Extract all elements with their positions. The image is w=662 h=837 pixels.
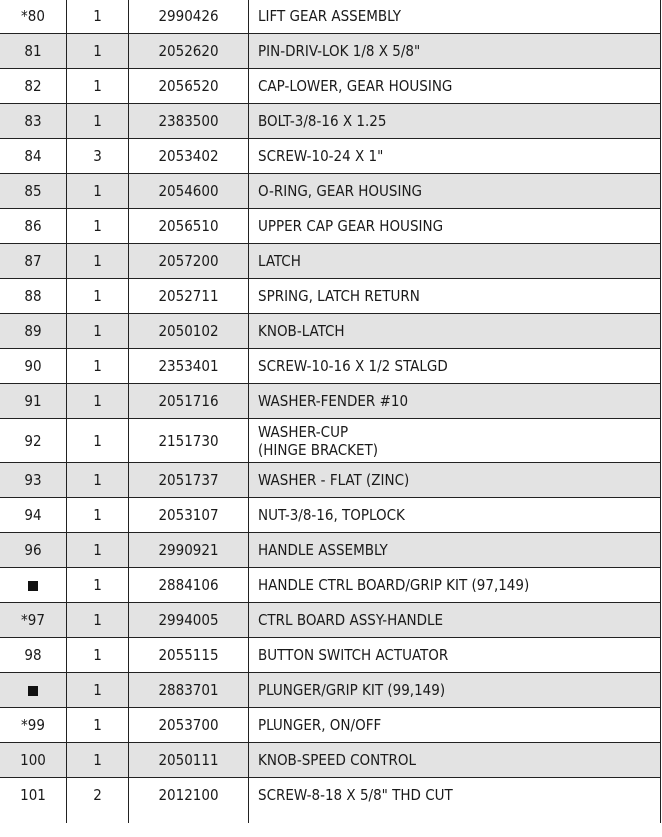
part-number-cell: 2053402 [129, 139, 249, 174]
description-line: WASHER-FENDER #10 [258, 392, 409, 410]
description-cell [249, 244, 661, 279]
table-row [0, 498, 661, 533]
table-row [0, 673, 661, 708]
ref-number-cell: 90 [0, 349, 67, 384]
description-line: SCREW-10-24 X 1" [258, 147, 384, 165]
ref-number-cell: 96 [0, 533, 67, 568]
table-row [0, 314, 661, 349]
part-number-cell: 2054600 [129, 174, 249, 209]
description-line: WASHER-CUP [258, 422, 349, 441]
ref-number-cell: 84 [0, 139, 67, 174]
description-line: LIFT GEAR ASSEMBLY [258, 7, 401, 25]
table-row [0, 778, 661, 824]
ref-number-cell: 83 [0, 104, 67, 139]
part-number-cell: 2990426 [129, 0, 249, 34]
table-row [0, 69, 661, 104]
ref-number-cell: 91 [0, 384, 67, 419]
ref-number-cell: 85 [0, 174, 67, 209]
quantity-cell: 1 [67, 314, 129, 349]
part-number-cell: 2056510 [129, 209, 249, 244]
part-number-cell: 2990921 [129, 533, 249, 568]
table-row [0, 638, 661, 673]
table-row [0, 419, 661, 463]
description-cell [249, 568, 661, 603]
part-number-cell: 2383500 [129, 104, 249, 139]
table-row [0, 708, 661, 743]
ref-number-cell: *97 [0, 603, 67, 638]
table-row [0, 603, 661, 638]
ref-number-cell: 89 [0, 314, 67, 349]
part-number-cell: 2053700 [129, 708, 249, 743]
description-line: O-RING, GEAR HOUSING [258, 182, 423, 200]
description-cell [249, 139, 661, 174]
ref-number-cell: 92 [0, 419, 67, 463]
quantity-cell: 1 [67, 279, 129, 314]
description-line: NUT-3/8-16, TOPLOCK [258, 506, 405, 524]
table-row [0, 533, 661, 568]
description-cell [249, 69, 661, 104]
description-cell [249, 638, 661, 673]
part-number-cell: 2055115 [129, 638, 249, 673]
description-line: HANDLE CTRL BOARD/GRIP KIT (97,149) [258, 576, 530, 594]
description-cell [249, 279, 661, 314]
quantity-cell: 1 [67, 419, 129, 463]
table-row [0, 209, 661, 244]
table-row [0, 279, 661, 314]
description-line: UPPER CAP GEAR HOUSING [258, 217, 444, 235]
description-line: LATCH [258, 252, 301, 270]
ref-number-cell: 98 [0, 638, 67, 673]
ref-number-cell: 94 [0, 498, 67, 533]
description-cell [249, 419, 661, 463]
description-cell [249, 34, 661, 69]
quantity-cell: 1 [67, 69, 129, 104]
description-line: BOLT-3/8-16 X 1.25 [258, 112, 387, 130]
description-cell [249, 104, 661, 139]
quantity-cell: 3 [67, 139, 129, 174]
description-cell [249, 743, 661, 778]
description-line: KNOB-LATCH [258, 322, 345, 340]
quantity-cell: 1 [67, 673, 129, 708]
table-row [0, 463, 661, 498]
description-cell [249, 209, 661, 244]
quantity-cell: 2 [67, 778, 129, 824]
description-line: CAP-LOWER, GEAR HOUSING [258, 77, 453, 95]
description-line: PIN-DRIV-LOK 1/8 X 5/8" [258, 42, 421, 60]
part-number-cell: 2884106 [129, 568, 249, 603]
table-row [0, 349, 661, 384]
part-number-cell: 2353401 [129, 349, 249, 384]
quantity-cell: 1 [67, 533, 129, 568]
table-row [0, 174, 661, 209]
table-row [0, 139, 661, 174]
ref-number-cell: 86 [0, 209, 67, 244]
description-cell [249, 384, 661, 419]
description-line: SPRING, LATCH RETURN [258, 287, 420, 305]
ref-number-cell: 88 [0, 279, 67, 314]
table-row [0, 104, 661, 139]
description-cell [249, 673, 661, 708]
table-row [0, 384, 661, 419]
quantity-cell: 1 [67, 34, 129, 69]
description-line: BUTTON SWITCH ACTUATOR [258, 646, 449, 664]
table-row [0, 244, 661, 279]
description-line: PLUNGER, ON/OFF [258, 716, 382, 734]
description-cell [249, 174, 661, 209]
description-cell [249, 0, 661, 34]
ref-number-cell [0, 673, 67, 708]
description-cell [249, 603, 661, 638]
ref-number-cell: 82 [0, 69, 67, 104]
table-row [0, 34, 661, 69]
part-number-cell: 2051737 [129, 463, 249, 498]
ref-number-cell [0, 568, 67, 603]
quantity-cell: 1 [67, 568, 129, 603]
black-square-icon [28, 686, 38, 696]
quantity-cell: 1 [67, 603, 129, 638]
ref-number-cell: *80 [0, 0, 67, 34]
description-line: KNOB-SPEED CONTROL [258, 751, 417, 769]
part-number-cell: 2151730 [129, 419, 249, 463]
black-square-icon [28, 581, 38, 591]
table-row [0, 0, 661, 34]
ref-number-cell: 81 [0, 34, 67, 69]
description-line: PLUNGER/GRIP KIT (99,149) [258, 681, 446, 699]
ref-number-cell: 93 [0, 463, 67, 498]
part-number-cell: 2051716 [129, 384, 249, 419]
description-line: SCREW-8-18 X 5/8" THD CUT [258, 786, 453, 804]
quantity-cell: 1 [67, 384, 129, 419]
part-number-cell: 2883701 [129, 673, 249, 708]
table-row [0, 743, 661, 778]
part-number-cell: 2052711 [129, 279, 249, 314]
quantity-cell: 1 [67, 174, 129, 209]
part-number-cell: 2057200 [129, 244, 249, 279]
quantity-cell: 1 [67, 463, 129, 498]
ref-number-cell: *99 [0, 708, 67, 743]
ref-number-cell: 87 [0, 244, 67, 279]
part-number-cell: 2052620 [129, 34, 249, 69]
description-cell [249, 498, 661, 533]
quantity-cell: 1 [67, 349, 129, 384]
quantity-cell: 1 [67, 0, 129, 34]
part-number-cell: 2053107 [129, 498, 249, 533]
part-number-cell: 2050102 [129, 314, 249, 349]
description-line: SCREW-10-16 X 1/2 STALGD [258, 357, 448, 375]
quantity-cell: 1 [67, 708, 129, 743]
table-row [0, 568, 661, 603]
quantity-cell: 1 [67, 209, 129, 244]
quantity-cell: 1 [67, 498, 129, 533]
quantity-cell: 1 [67, 743, 129, 778]
description-cell [249, 533, 661, 568]
description-line: CTRL BOARD ASSY-HANDLE [258, 611, 444, 629]
ref-number-cell: 100 [0, 743, 67, 778]
description-line: WASHER - FLAT (ZINC) [258, 471, 410, 489]
part-number-cell: 2994005 [129, 603, 249, 638]
quantity-cell: 1 [67, 638, 129, 673]
ref-number-cell: 101 [0, 778, 67, 824]
description-line: HANDLE ASSEMBLY [258, 541, 388, 559]
part-number-cell: 2050111 [129, 743, 249, 778]
description-cell [249, 314, 661, 349]
description-cell [249, 463, 661, 498]
quantity-cell: 1 [67, 104, 129, 139]
part-number-cell: 2012100 [129, 778, 249, 824]
description-cell [249, 778, 661, 824]
description-cell [249, 708, 661, 743]
description-cell [249, 349, 661, 384]
description-line: (HINGE BRACKET) [258, 440, 379, 459]
part-number-cell: 2056520 [129, 69, 249, 104]
quantity-cell: 1 [67, 244, 129, 279]
